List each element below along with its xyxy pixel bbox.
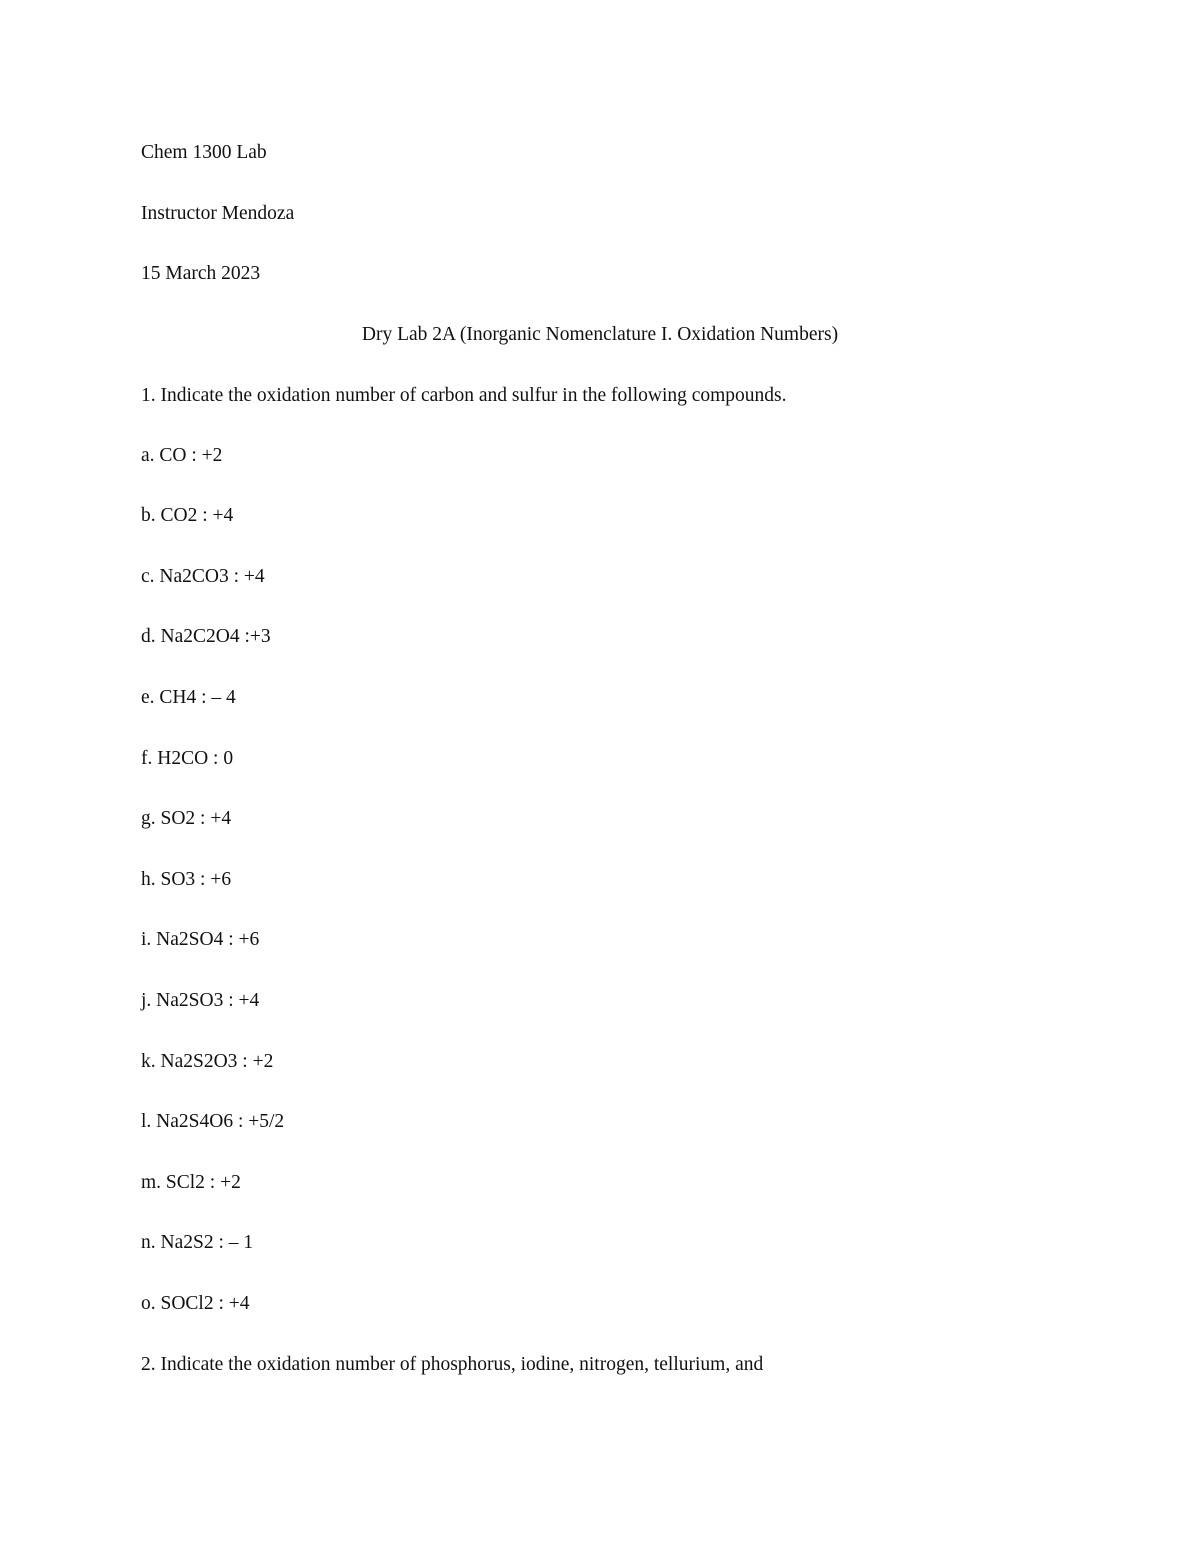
answer-item: e. CH4 : – 4 (141, 687, 236, 708)
answer-item: a. CO : +2 (141, 445, 223, 466)
answer-item: g. SO2 : +4 (141, 808, 232, 829)
answer-item: f. H2CO : 0 (141, 748, 234, 769)
question-1-prompt: 1. Indicate the oxidation number of carbon and sulfur in the following compounds. (141, 385, 787, 406)
answer-item: n. Na2S2 : – 1 (141, 1232, 254, 1253)
submission-date: 15 March 2023 (141, 263, 261, 284)
answer-item: h. SO3 : +6 (141, 869, 232, 890)
answer-item: m. SCl2 : +2 (141, 1172, 241, 1193)
answer-item: k. Na2S2O3 : +2 (141, 1051, 274, 1072)
answer-item: d. Na2C2O4 :+3 (141, 626, 271, 647)
answer-item: o. SOCl2 : +4 (141, 1293, 250, 1314)
answer-item: c. Na2CO3 : +4 (141, 566, 265, 587)
document-title: Dry Lab 2A (Inorganic Nomenclature I. Oxidation Numbers) (361, 324, 839, 345)
answer-item: j. Na2SO3 : +4 (141, 990, 260, 1011)
course-name: Chem 1300 Lab (141, 142, 267, 163)
answer-item: b. CO2 : +4 (141, 505, 234, 526)
answer-item: l. Na2S4O6 : +5/2 (141, 1111, 285, 1132)
question-2-prompt: 2. Indicate the oxidation number of phosphorus, iodine, nitrogen, tellurium, and (141, 1354, 764, 1375)
instructor-name: Instructor Mendoza (141, 203, 295, 224)
answer-item: i. Na2SO4 : +6 (141, 929, 260, 950)
